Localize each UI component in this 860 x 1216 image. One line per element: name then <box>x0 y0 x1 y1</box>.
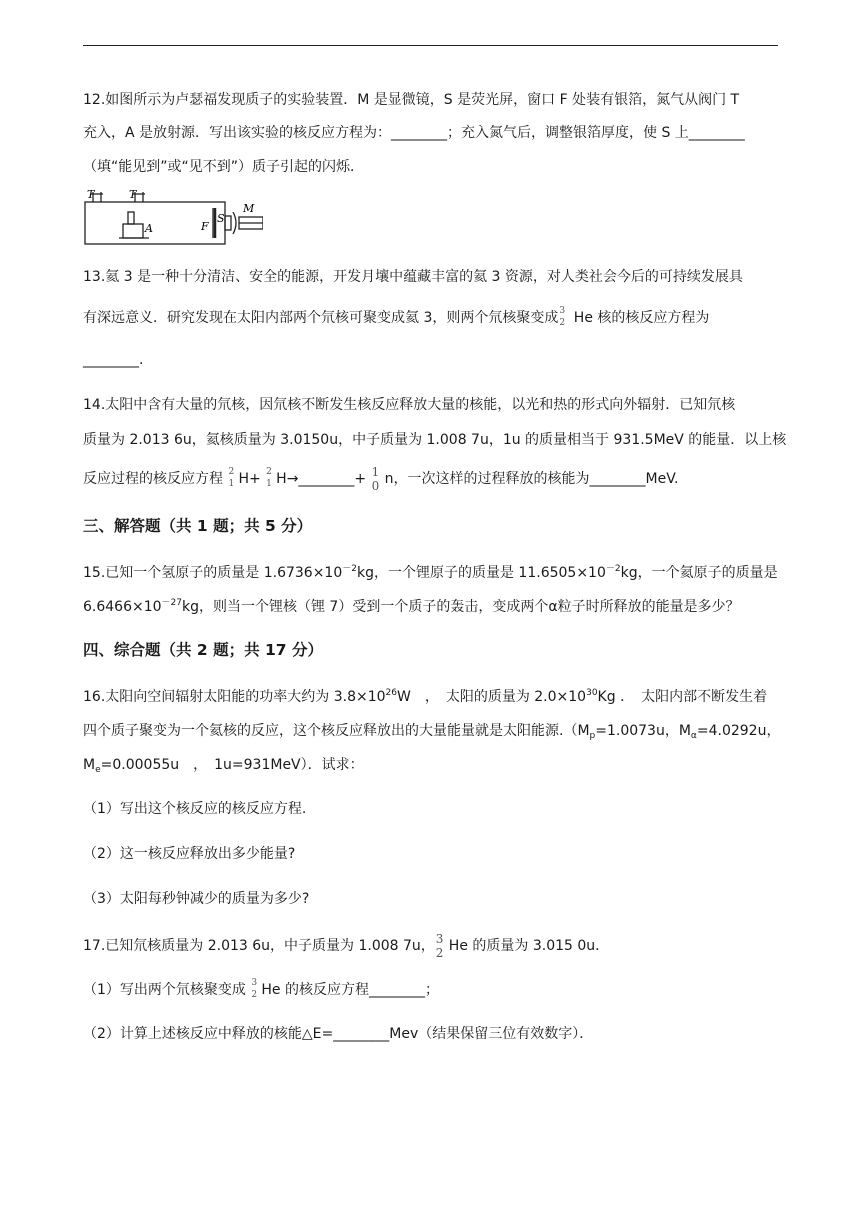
section-4-title: 四、综合题（共 2 题；共 17 分） <box>83 641 323 659</box>
label-a: A <box>145 222 153 235</box>
label-m: M <box>243 202 255 215</box>
q13-line-2 <box>83 307 783 329</box>
q15-line-1: 15.已知一个氢原子的质量是 $1.6736\times 10^{-2}kg$，一个锂原子的质量是 $11.6505\times 10^{-2}kg$，一个氦原子的质量是 <box>83 564 778 581</box>
deuterium-nuclide-2: 2 1 <box>266 467 272 489</box>
q16-subquestion-1: （1）写出这个核反应的核反应方程. <box>83 801 307 817</box>
helium-3-nuclide: 3 2 <box>435 932 444 960</box>
q17-line-1: 17.已知氘核质量为 2.013 6u，中子质量为 1.008 7u， 3 2 He 的质量为 3.015 0u． <box>83 932 610 960</box>
q13-line-3: ________. <box>83 352 144 368</box>
q14-line-3-tail: n，一次这样的过程释放的核能为________MeV. <box>384 471 679 487</box>
q12-line-2: 充入，A 是放射源．写出该实验的核反应方程为：________；充入氮气后，调整银箔厚度，使 S 上________ <box>83 125 745 141</box>
q14-line-3 <box>83 466 783 492</box>
helium-3-nuclide: 3 2 <box>251 978 258 1000</box>
q17-subquestion-1: （1）写出两个氘核聚变成 3 2 He 的核反应方程________； <box>83 978 439 1000</box>
label-s: S <box>217 212 225 225</box>
q13-line-1: 13.氦 3 是一种十分清洁、安全的能源，开发月壤中蕴藏丰富的氦 3 资源，对人类社会今后的可持续发展具 <box>83 269 743 285</box>
q12-line-3: （填“能见到”或“见不到”）质子引起的闪烁． <box>83 159 365 175</box>
q16-line-2: 四个质子聚变为一个氦核的反应，这个核反应释放出的大量能量就是太阳能源$.(M_p=1.0073u$，$M_\alpha=4.0292u$， <box>83 723 781 741</box>
q13-line-2-text: 有深远意义．研究发现在太阳内部两个氘核可聚变成氦 3，则两个氘核聚变成 <box>83 310 559 326</box>
label-t2: T <box>129 188 137 201</box>
section-3-title: 三、解答题（共 1 题；共 5 分） <box>83 517 313 535</box>
header-rule <box>83 45 778 46</box>
q12-line-1: 12.如图所示为卢瑟福发现质子的实验装置．M 是显微镜，S 是荧光屏，窗口 F 处装有银箔，氮气从阀门 T <box>83 92 740 108</box>
neutron-nuclide: 1 0 <box>371 465 380 493</box>
rutherford-apparatus-figure <box>83 186 263 248</box>
q16-line-3: $M_e=0.00055u$ ， 1u=931MeV）．试求： <box>83 757 364 775</box>
helium-3-nuclide: 3 2 <box>559 306 566 328</box>
q14-line-3-text: 反应过程的核反应方程 <box>83 471 228 487</box>
q17-subquestion-2: （2）计算上述核反应中释放的核能△E=________Mev（结果保留三位有效数字）． <box>83 1026 594 1042</box>
h1-symbol: H+ <box>238 471 266 487</box>
h2-symbol: H→________+ <box>276 471 371 487</box>
q13-line-2-tail: He 核的核反应方程为 <box>569 310 710 326</box>
deuterium-nuclide-1: 2 1 <box>228 467 235 489</box>
q16-subquestion-3: （3）太阳每秒钟减少的质量为多少? <box>83 891 310 907</box>
q14-line-1: 14.太阳中含有大量的氘核，因氘核不断发生核反应释放大量的核能，以光和热的形式向外辐射．已知氘核 <box>83 397 736 413</box>
label-f: F <box>201 220 209 233</box>
q16-subquestion-2: （2）这一核反应释放出多少能量? <box>83 846 296 862</box>
q15-line-2: $6.6466\times 10^{-27}kg$，则当一个锂核（锂 7）受到一个质子的轰击，变成两个α粒子时所释放的能量是多少？ <box>83 598 740 615</box>
q14-line-2: 质量为 2.013 6u，氦核质量为 3.0150u，中子质量为 1.008 7u，1u 的质量相当于 931.5MeV 的能量．以上核 <box>83 432 787 448</box>
q16-line-1: 16.太阳向空间辐射太阳能的功率大约为 $3.8\times 10^{26}W$ ， 太阳的质量为 $2.0\times 10^{30}Kg$ ． 太阳内部不断发生着 <box>83 688 768 705</box>
label-t1: T <box>87 188 95 201</box>
